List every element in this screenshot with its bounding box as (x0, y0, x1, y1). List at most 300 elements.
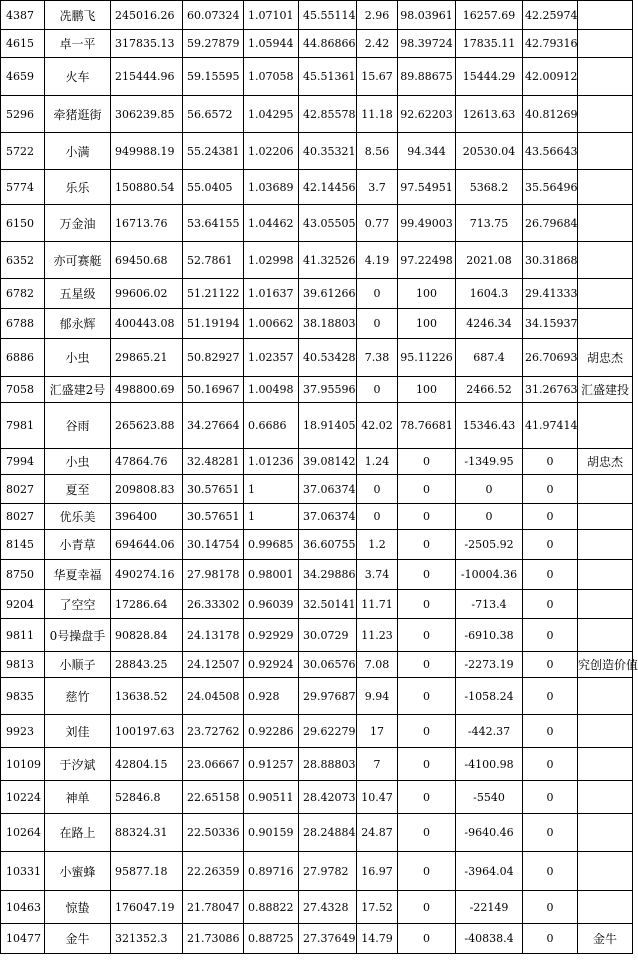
cell-value-4: 43.05505 (299, 205, 357, 242)
cell-value-3: 0.6686 (244, 403, 299, 449)
cell-name: 万金油 (45, 205, 111, 242)
cell-id: 9923 (1, 715, 45, 748)
cell-value-2: 30.57651 (183, 504, 244, 530)
cell-note (578, 504, 633, 530)
cell-id: 10477 (1, 924, 45, 954)
cell-note (578, 678, 633, 715)
cell-value-8: 34.15937 (523, 309, 578, 339)
cell-value-6: 0 (398, 891, 456, 924)
cell-value-8: 0 (523, 619, 578, 652)
table-row (1, 560, 633, 590)
cell-name: 谷雨 (45, 403, 111, 449)
cell-value-1: 29865.21 (111, 339, 183, 377)
cell-value-6: 0 (398, 449, 456, 475)
cell-id: 8027 (1, 475, 45, 504)
cell-value-2: 59.27879 (183, 30, 244, 58)
cell-value-7: 16257.69 (456, 1, 523, 30)
cell-value-6: 98.39724 (398, 30, 456, 58)
cell-value-5: 0 (357, 504, 398, 530)
table-body (1, 1, 638, 954)
cell-name: 夏至 (45, 475, 111, 504)
cell-value-7: 12613.63 (456, 96, 523, 133)
cell-value-7: -4100.98 (456, 748, 523, 781)
cell-value-8: 0 (523, 530, 578, 560)
cell-value-5: 42.02 (357, 403, 398, 449)
cell-value-2: 21.78047 (183, 891, 244, 924)
table-row (1, 852, 633, 891)
cell-value-1: 176047.19 (111, 891, 183, 924)
cell-value-2: 34.27664 (183, 403, 244, 449)
cell-note (578, 590, 633, 619)
cell-value-6: 97.22498 (398, 242, 456, 279)
cell-note (578, 30, 633, 58)
cell-id: 6352 (1, 242, 45, 279)
cell-value-5: 3.7 (357, 170, 398, 205)
cell-name: 金牛 (45, 924, 111, 954)
cell-value-5: 1.24 (357, 449, 398, 475)
cell-value-6: 100 (398, 279, 456, 309)
cell-note (578, 560, 633, 590)
cell-value-8: 0 (523, 449, 578, 475)
cell-value-6: 0 (398, 715, 456, 748)
cell-value-7: 0 (456, 504, 523, 530)
cell-value-3: 0.96039 (244, 590, 299, 619)
cell-value-2: 56.6572 (183, 96, 244, 133)
cell-id: 9204 (1, 590, 45, 619)
cell-value-3: 1.07058 (244, 58, 299, 96)
cell-value-1: 150880.54 (111, 170, 183, 205)
cell-value-8: 0 (523, 560, 578, 590)
cell-value-6: 100 (398, 309, 456, 339)
cell-note (578, 715, 633, 748)
cell-value-4: 28.88803 (299, 748, 357, 781)
cell-value-6: 99.49003 (398, 205, 456, 242)
cell-value-8: 26.70693 (523, 339, 578, 377)
cell-value-8: 30.31868 (523, 242, 578, 279)
table-row (1, 715, 633, 748)
table-row (1, 530, 633, 560)
table-row (1, 403, 633, 449)
cell-name: 刘佳 (45, 715, 111, 748)
cell-value-4: 28.24884 (299, 814, 357, 852)
cell-value-7: -9640.46 (456, 814, 523, 852)
cell-value-5: 16.97 (357, 852, 398, 891)
cell-id: 4615 (1, 30, 45, 58)
cell-value-5: 0 (357, 475, 398, 504)
cell-value-3: 0.89716 (244, 852, 299, 891)
cell-value-8: 42.79316 (523, 30, 578, 58)
table-row (1, 590, 633, 619)
cell-id: 10463 (1, 891, 45, 924)
cell-value-2: 55.24381 (183, 133, 244, 170)
cell-value-8: 0 (523, 814, 578, 852)
cell-value-4: 30.0729 (299, 619, 357, 652)
cell-name: 火车 (45, 58, 111, 96)
cell-value-3: 0.98001 (244, 560, 299, 590)
table-row (1, 205, 633, 242)
cell-value-6: 95.11226 (398, 339, 456, 377)
cell-note (578, 781, 633, 814)
table-row (1, 449, 633, 475)
cell-value-7: -2505.92 (456, 530, 523, 560)
cell-value-5: 24.87 (357, 814, 398, 852)
cell-value-6: 89.88675 (398, 58, 456, 96)
cell-name: 惊蛰 (45, 891, 111, 924)
cell-value-8: 40.81269 (523, 96, 578, 133)
cell-value-1: 42804.15 (111, 748, 183, 781)
cell-value-3: 1.01637 (244, 279, 299, 309)
cell-value-1: 245016.26 (111, 1, 183, 30)
cell-value-5: 10.47 (357, 781, 398, 814)
cell-note (578, 748, 633, 781)
cell-value-3: 1.03689 (244, 170, 299, 205)
cell-value-7: -3964.04 (456, 852, 523, 891)
cell-value-4: 28.42073 (299, 781, 357, 814)
cell-value-8: 42.25974 (523, 1, 578, 30)
cell-value-6: 0 (398, 652, 456, 678)
cell-note (578, 96, 633, 133)
cell-value-3: 1.02357 (244, 339, 299, 377)
cell-name: 郁永辉 (45, 309, 111, 339)
cell-value-7: 15444.29 (456, 58, 523, 96)
cell-name: 汇盛建2号 (45, 377, 111, 403)
cell-value-8: 0 (523, 652, 578, 678)
cell-value-5: 15.67 (357, 58, 398, 96)
cell-value-3: 1.04295 (244, 96, 299, 133)
cell-value-3: 0.91257 (244, 748, 299, 781)
cell-value-8: 0 (523, 475, 578, 504)
cell-value-1: 265623.88 (111, 403, 183, 449)
cell-id: 6788 (1, 309, 45, 339)
cell-value-6: 97.54951 (398, 170, 456, 205)
cell-value-2: 52.7861 (183, 242, 244, 279)
cell-value-6: 0 (398, 678, 456, 715)
cell-value-7: -442.37 (456, 715, 523, 748)
cell-value-3: 1.07101 (244, 1, 299, 30)
cell-value-7: -1058.24 (456, 678, 523, 715)
cell-value-3: 1 (244, 475, 299, 504)
cell-value-1: 17286.64 (111, 590, 183, 619)
cell-value-2: 23.06667 (183, 748, 244, 781)
cell-value-5: 17 (357, 715, 398, 748)
cell-value-4: 34.29886 (299, 560, 357, 590)
cell-value-1: 13638.52 (111, 678, 183, 715)
cell-value-1: 99606.02 (111, 279, 183, 309)
cell-note (578, 403, 633, 449)
cell-value-2: 51.21122 (183, 279, 244, 309)
table-row (1, 96, 633, 133)
cell-name: 0号操盘手 (45, 619, 111, 652)
cell-value-4: 37.06374 (299, 504, 357, 530)
cell-value-2: 59.15595 (183, 58, 244, 96)
cell-value-2: 32.48281 (183, 449, 244, 475)
table-row (1, 30, 633, 58)
cell-name: 优乐美 (45, 504, 111, 530)
cell-value-7: -1349.95 (456, 449, 523, 475)
cell-note: 胡忠杰 (578, 339, 633, 377)
cell-value-2: 24.04508 (183, 678, 244, 715)
cell-value-1: 694644.06 (111, 530, 183, 560)
cell-value-1: 306239.85 (111, 96, 183, 133)
cell-value-6: 0 (398, 748, 456, 781)
cell-value-7: 2021.08 (456, 242, 523, 279)
cell-value-7: 1604.3 (456, 279, 523, 309)
cell-value-3: 1.05944 (244, 30, 299, 58)
cell-value-1: 317835.13 (111, 30, 183, 58)
cell-id: 6782 (1, 279, 45, 309)
cell-name: 亦可赛艇 (45, 242, 111, 279)
cell-value-2: 26.33302 (183, 590, 244, 619)
cell-value-1: 498800.69 (111, 377, 183, 403)
cell-name: 小顺子 (45, 652, 111, 678)
cell-value-2: 30.57651 (183, 475, 244, 504)
cell-value-7: 687.4 (456, 339, 523, 377)
cell-value-5: 9.94 (357, 678, 398, 715)
cell-value-2: 21.73086 (183, 924, 244, 954)
table-row (1, 781, 633, 814)
cell-value-1: 95877.18 (111, 852, 183, 891)
cell-id: 5296 (1, 96, 45, 133)
cell-id: 10264 (1, 814, 45, 852)
cell-value-6: 92.62203 (398, 96, 456, 133)
cell-name: 小虫 (45, 339, 111, 377)
cell-note: 金牛 (578, 924, 633, 954)
table-row (1, 678, 633, 715)
cell-name: 在路上 (45, 814, 111, 852)
table-row (1, 814, 633, 852)
cell-note (578, 58, 633, 96)
cell-value-5: 0 (357, 309, 398, 339)
cell-value-6: 100 (398, 377, 456, 403)
cell-value-7: 15346.43 (456, 403, 523, 449)
cell-value-4: 27.9782 (299, 852, 357, 891)
cell-value-7: 20530.04 (456, 133, 523, 170)
cell-value-4: 42.85578 (299, 96, 357, 133)
table-row (1, 619, 633, 652)
cell-value-3: 0.88822 (244, 891, 299, 924)
cell-id: 5774 (1, 170, 45, 205)
cell-value-2: 27.98178 (183, 560, 244, 590)
cell-value-6: 0 (398, 924, 456, 954)
cell-value-5: 14.79 (357, 924, 398, 954)
table-row (1, 242, 633, 279)
cell-value-7: -40838.4 (456, 924, 523, 954)
table-row (1, 58, 633, 96)
cell-id: 8750 (1, 560, 45, 590)
cell-value-3: 1.02998 (244, 242, 299, 279)
cell-value-6: 0 (398, 504, 456, 530)
cell-value-1: 321352.3 (111, 924, 183, 954)
cell-value-1: 28843.25 (111, 652, 183, 678)
cell-value-4: 29.62279 (299, 715, 357, 748)
cell-name: 乐乐 (45, 170, 111, 205)
cell-value-3: 1 (244, 504, 299, 530)
cell-value-4: 39.61266 (299, 279, 357, 309)
cell-value-5: 4.19 (357, 242, 398, 279)
cell-value-1: 88324.31 (111, 814, 183, 852)
cell-value-7: 17835.11 (456, 30, 523, 58)
cell-id: 5722 (1, 133, 45, 170)
cell-name: 华夏幸福 (45, 560, 111, 590)
cell-value-7: -10004.36 (456, 560, 523, 590)
cell-value-1: 396400 (111, 504, 183, 530)
cell-value-6: 94.344 (398, 133, 456, 170)
table-row (1, 279, 633, 309)
cell-note (578, 891, 633, 924)
cell-value-2: 50.16967 (183, 377, 244, 403)
cell-note (578, 242, 633, 279)
cell-value-3: 1.01236 (244, 449, 299, 475)
cell-id: 7994 (1, 449, 45, 475)
cell-value-4: 45.51361 (299, 58, 357, 96)
cell-value-8: 26.79684 (523, 205, 578, 242)
table-row (1, 133, 633, 170)
cell-value-3: 0.92924 (244, 652, 299, 678)
cell-id: 10331 (1, 852, 45, 891)
cell-value-1: 16713.76 (111, 205, 183, 242)
cell-note (578, 852, 633, 891)
cell-value-6: 78.76681 (398, 403, 456, 449)
cell-value-4: 30.06576 (299, 652, 357, 678)
cell-value-2: 23.72762 (183, 715, 244, 748)
cell-value-8: 0 (523, 504, 578, 530)
cell-value-4: 37.95596 (299, 377, 357, 403)
cell-value-2: 51.19194 (183, 309, 244, 339)
cell-id: 7981 (1, 403, 45, 449)
cell-value-8: 0 (523, 715, 578, 748)
cell-value-5: 11.23 (357, 619, 398, 652)
cell-value-2: 22.50336 (183, 814, 244, 852)
cell-note (578, 309, 633, 339)
cell-value-5: 0 (357, 279, 398, 309)
cell-value-7: -2273.19 (456, 652, 523, 678)
cell-value-6: 0 (398, 560, 456, 590)
cell-value-7: 0 (456, 475, 523, 504)
cell-value-3: 1.04462 (244, 205, 299, 242)
cell-value-3: 0.90159 (244, 814, 299, 852)
cell-value-8: 0 (523, 924, 578, 954)
cell-value-8: 43.56643 (523, 133, 578, 170)
table-row (1, 924, 633, 954)
table-row (1, 652, 633, 678)
cell-id: 8027 (1, 504, 45, 530)
cell-note (578, 170, 633, 205)
cell-value-6: 0 (398, 530, 456, 560)
cell-value-4: 40.53428 (299, 339, 357, 377)
cell-value-1: 90828.84 (111, 619, 183, 652)
cell-value-3: 0.90511 (244, 781, 299, 814)
cell-value-4: 37.06374 (299, 475, 357, 504)
cell-note (578, 133, 633, 170)
cell-value-7: 5368.2 (456, 170, 523, 205)
cell-value-4: 27.4328 (299, 891, 357, 924)
cell-value-1: 100197.63 (111, 715, 183, 748)
cell-value-4: 44.86866 (299, 30, 357, 58)
cell-name: 小满 (45, 133, 111, 170)
cell-value-5: 1.2 (357, 530, 398, 560)
cell-value-4: 45.55114 (299, 1, 357, 30)
cell-value-3: 0.99685 (244, 530, 299, 560)
cell-value-2: 50.82927 (183, 339, 244, 377)
cell-value-5: 11.18 (357, 96, 398, 133)
cell-name: 小蜜蜂 (45, 852, 111, 891)
cell-value-6: 0 (398, 814, 456, 852)
cell-id: 8145 (1, 530, 45, 560)
cell-value-5: 11.71 (357, 590, 398, 619)
cell-value-1: 69450.68 (111, 242, 183, 279)
table-row (1, 748, 633, 781)
cell-value-3: 0.928 (244, 678, 299, 715)
cell-value-1: 209808.83 (111, 475, 183, 504)
cell-value-1: 400443.08 (111, 309, 183, 339)
cell-value-7: -6910.38 (456, 619, 523, 652)
cell-name: 了空空 (45, 590, 111, 619)
cell-name: 于汐斌 (45, 748, 111, 781)
cell-value-8: 0 (523, 891, 578, 924)
cell-value-2: 53.64155 (183, 205, 244, 242)
cell-value-5: 17.52 (357, 891, 398, 924)
cell-note (578, 475, 633, 504)
cell-value-4: 18.91405 (299, 403, 357, 449)
cell-id: 7058 (1, 377, 45, 403)
cell-value-4: 39.08142 (299, 449, 357, 475)
cell-value-3: 0.88725 (244, 924, 299, 954)
cell-value-4: 32.50141 (299, 590, 357, 619)
cell-note: 汇盛建投 (578, 377, 633, 403)
cell-value-7: 713.75 (456, 205, 523, 242)
cell-name: 卓一平 (45, 30, 111, 58)
cell-name: 小青草 (45, 530, 111, 560)
cell-note (578, 205, 633, 242)
cell-value-5: 3.74 (357, 560, 398, 590)
table-row (1, 170, 633, 205)
cell-value-8: 41.97414 (523, 403, 578, 449)
cell-name: 冼鹏飞 (45, 1, 111, 30)
cell-value-2: 24.12507 (183, 652, 244, 678)
cell-value-8: 31.26763 (523, 377, 578, 403)
cell-value-4: 42.14456 (299, 170, 357, 205)
cell-id: 9811 (1, 619, 45, 652)
cell-name: 五星级 (45, 279, 111, 309)
cell-name: 牵猪逛街 (45, 96, 111, 133)
cell-id: 6150 (1, 205, 45, 242)
cell-value-4: 36.60755 (299, 530, 357, 560)
cell-value-2: 22.65158 (183, 781, 244, 814)
cell-note (578, 1, 633, 30)
cell-value-4: 40.35321 (299, 133, 357, 170)
cell-note (578, 814, 633, 852)
table-row (1, 1, 633, 30)
cell-value-5: 7.38 (357, 339, 398, 377)
cell-value-7: -5540 (456, 781, 523, 814)
cell-id: 9835 (1, 678, 45, 715)
cell-value-7: 2466.52 (456, 377, 523, 403)
cell-note: 究创造价值 (578, 652, 633, 678)
cell-value-8: 29.41333 (523, 279, 578, 309)
cell-id: 4659 (1, 58, 45, 96)
cell-note (578, 619, 633, 652)
cell-value-1: 52846.8 (111, 781, 183, 814)
cell-value-3: 1.00662 (244, 309, 299, 339)
cell-name: 小虫 (45, 449, 111, 475)
table-row (1, 891, 633, 924)
cell-id: 10109 (1, 748, 45, 781)
cell-value-4: 41.32526 (299, 242, 357, 279)
cell-value-5: 2.42 (357, 30, 398, 58)
cell-value-8: 0 (523, 748, 578, 781)
cell-name: 神单 (45, 781, 111, 814)
cell-value-2: 60.07324 (183, 1, 244, 30)
